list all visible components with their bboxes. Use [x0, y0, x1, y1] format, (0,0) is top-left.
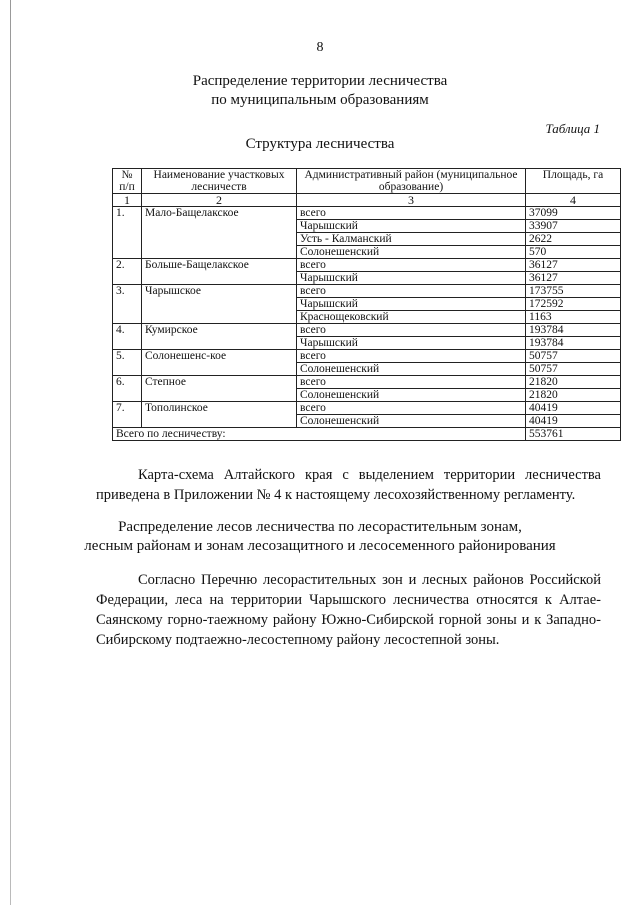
- municipality-cell: Чарышский: [297, 220, 526, 233]
- forestry-structure-table: [112, 168, 621, 441]
- column-number: 3: [297, 194, 526, 207]
- municipality-cell: всего: [297, 207, 526, 220]
- district-name: Кумирское: [142, 324, 297, 350]
- district-name: Больше-Бащелакское: [142, 259, 297, 285]
- table-title: Структура лесничества: [245, 136, 395, 152]
- area-cell: 2622: [526, 233, 621, 246]
- map-reference-paragraph: [96, 465, 601, 505]
- area-cell: 40419: [526, 415, 621, 428]
- municipality-cell: всего: [297, 376, 526, 389]
- area-cell: 37099: [526, 207, 621, 220]
- table-row: [113, 376, 621, 389]
- municipality-cell: Солонешенский: [297, 415, 526, 428]
- table-row: [113, 350, 621, 363]
- row-number: 1.: [113, 207, 142, 259]
- table-total-row: [113, 428, 621, 441]
- total-value: 553761: [526, 428, 621, 441]
- district-name: Солонешенс-кое: [142, 350, 297, 376]
- municipality-cell: Солонешенский: [297, 363, 526, 376]
- area-cell: 570: [526, 246, 621, 259]
- municipality-cell: Чарышский: [297, 337, 526, 350]
- row-number: 6.: [113, 376, 142, 402]
- municipality-cell: Солонешенский: [297, 246, 526, 259]
- column-header: № п/п: [113, 169, 142, 194]
- section-heading-line: Распределение территории лесничества: [192, 73, 448, 89]
- table-row: [113, 324, 621, 337]
- municipality-cell: всего: [297, 402, 526, 415]
- column-number: 4: [526, 194, 621, 207]
- municipality-cell: Чарышский: [297, 272, 526, 285]
- zones-paragraph: [96, 570, 601, 650]
- row-number: 7.: [113, 402, 142, 428]
- area-cell: 173755: [526, 285, 621, 298]
- area-cell: 50757: [526, 350, 621, 363]
- column-header: Административный район (муниципальное образование): [297, 169, 526, 194]
- column-number: 2: [142, 194, 297, 207]
- municipality-cell: всего: [297, 285, 526, 298]
- subsection-heading-line: Распределение лесов лесничества по лесорастительным зонам,: [118, 519, 522, 535]
- column-number: 1: [113, 194, 142, 207]
- municipality-cell: Солонешенский: [297, 389, 526, 402]
- subsection-heading: [0, 518, 640, 556]
- area-cell: 36127: [526, 259, 621, 272]
- municipality-cell: всего: [297, 259, 526, 272]
- row-number: 5.: [113, 350, 142, 376]
- area-cell: 193784: [526, 324, 621, 337]
- column-header: Площадь, га: [526, 169, 621, 194]
- row-number: 2.: [113, 259, 142, 285]
- area-cell: 40419: [526, 402, 621, 415]
- table-row: [113, 285, 621, 298]
- area-cell: 21820: [526, 376, 621, 389]
- table-header-row: [113, 169, 621, 194]
- table-label: Таблица 1: [545, 121, 600, 136]
- subsection-heading-line: лесным районам и зонам лесозащитного и лесосеменного районирования: [84, 538, 556, 554]
- municipality-cell: Усть - Калманский: [297, 233, 526, 246]
- table-row: [113, 207, 621, 220]
- row-number: 4.: [113, 324, 142, 350]
- area-cell: 21820: [526, 389, 621, 402]
- municipality-cell: Краснощековский: [297, 311, 526, 324]
- municipality-cell: всего: [297, 350, 526, 363]
- area-cell: 193784: [526, 337, 621, 350]
- table-row: [113, 402, 621, 415]
- area-cell: 36127: [526, 272, 621, 285]
- paragraph-text: Согласно Перечню лесорастительных зон и лесных районов Российской Федерации, леса на территории Чарышского лесничества относятся к Алтае-Саянскому горно-таежному району Южно-Сибирской горной зоны и к Западно-Сибирскому подтаежно-лесостепному району лесостепной зоны.: [96, 572, 601, 648]
- row-number: 3.: [113, 285, 142, 324]
- district-name: Тополинское: [142, 402, 297, 428]
- district-name: Степное: [142, 376, 297, 402]
- municipality-cell: всего: [297, 324, 526, 337]
- area-cell: 33907: [526, 220, 621, 233]
- area-cell: 172592: [526, 298, 621, 311]
- section-heading: [0, 72, 640, 110]
- page-number: 8: [316, 40, 324, 55]
- column-number-row: [113, 194, 621, 207]
- column-header: Наименование участковых лесничеств: [142, 169, 297, 194]
- section-heading-line: по муниципальным образованиям: [211, 92, 429, 108]
- area-cell: 1163: [526, 311, 621, 324]
- total-label: Всего по лесничеству:: [113, 428, 526, 441]
- table-row: [113, 259, 621, 272]
- district-name: Мало-Бащелакское: [142, 207, 297, 259]
- district-name: Чарышское: [142, 285, 297, 324]
- area-cell: 50757: [526, 363, 621, 376]
- municipality-cell: Чарышский: [297, 298, 526, 311]
- paragraph-text: Карта-схема Алтайского края с выделением территории лесничества приведена в Приложении № 4 к настоящему лесохозяйственному регламенту.: [96, 467, 601, 503]
